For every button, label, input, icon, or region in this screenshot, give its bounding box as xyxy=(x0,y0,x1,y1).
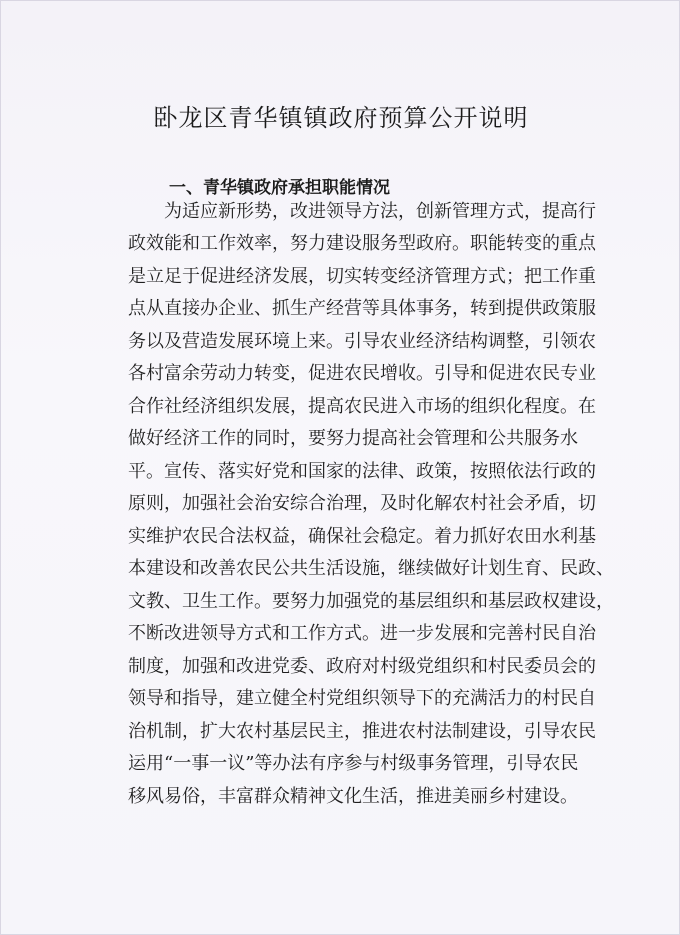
document-title: 卧龙区青华镇镇政府预算公开说明 xyxy=(153,104,529,132)
paragraph-line: 治机制，扩大农村基层民主，推进农村法制建设，引导农民 xyxy=(128,721,596,742)
paragraph-line: 为适应新形势，改进领导方法，创新管理方式，提高行 xyxy=(128,201,596,222)
paragraph-line: 点从直接办企业、抓生产经营等具体事务，转到提供政策服 xyxy=(128,298,596,319)
paragraph-line: 移风易俗，丰富群众精神文化生活，推进美丽乡村建设。 xyxy=(128,786,578,807)
paragraph-line: 不断改进领导方式和工作方式。进一步发展和完善村民自治 xyxy=(128,623,596,644)
paragraph-line: 合作社经济组织发展，提高农民进入市场的组织化程度。在 xyxy=(128,396,596,417)
paragraph-line: 平。宣传、落实好党和国家的法律、政策，按照依法行政的 xyxy=(128,461,596,482)
paragraph-line: 是立足于促进经济发展，切实转变经济管理方式；把工作重 xyxy=(128,266,596,287)
paragraph-line: 政效能和工作效率，努力建设服务型政府。职能转变的重点 xyxy=(128,233,596,254)
paragraph-line: 制度，加强和改进党委、政府对村级党组织和村民委员会的 xyxy=(128,656,596,677)
paragraph-line: 做好经济工作的同时，要努力提高社会管理和公共服务水 xyxy=(128,428,578,449)
paragraph-line: 本建设和改善农民公共生活设施，继续做好计划生育、民政、 xyxy=(128,558,614,579)
paragraph-line: 文教、卫生工作。要努力加强党的基层组织和基层政权建设， xyxy=(128,591,614,612)
paragraph-line: 原则，加强社会治安综合治理，及时化解农村社会矛盾，切 xyxy=(128,493,596,514)
paragraph-line: 实维护农民合法权益，确保社会稳定。着力抓好农田水利基 xyxy=(128,526,596,547)
section-heading: 一、青华镇政府承担职能情况 xyxy=(169,178,390,198)
paragraph-line: 务以及营造发展环境上来。引导农业经济结构调整，引领农 xyxy=(128,331,596,352)
paragraph-line: 领导和指导，建立健全村党组织领导下的充满活力的村民自 xyxy=(128,688,596,709)
paragraph-line: 运用“一事一议”等办法有序参与村级事务管理，引导农民 xyxy=(128,753,579,774)
paragraph-line: 各村富余劳动力转变，促进农民增收。引导和促进农民专业 xyxy=(128,363,596,384)
